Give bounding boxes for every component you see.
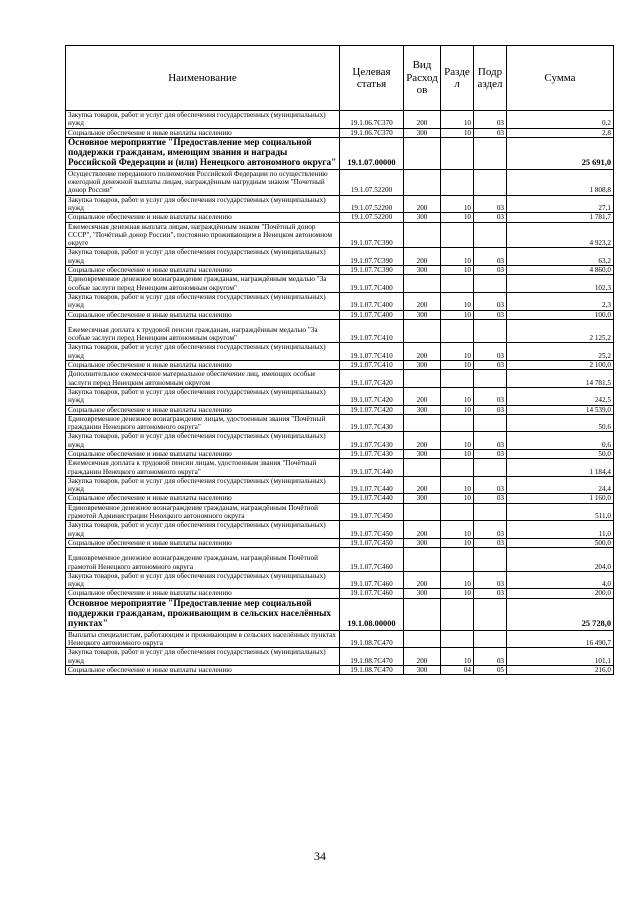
row-subsection bbox=[474, 503, 507, 521]
row-section bbox=[441, 630, 474, 648]
row-expense-type: 300 bbox=[404, 405, 441, 414]
row-section: 10 bbox=[441, 538, 474, 547]
row-section bbox=[441, 598, 474, 630]
row-subsection: 03 bbox=[474, 538, 507, 547]
row-target-article: 19.1.06.7С370 bbox=[340, 128, 404, 137]
row-expense-type bbox=[404, 503, 441, 521]
row-expense-type: 300 bbox=[404, 213, 441, 222]
row-expense-type: 300 bbox=[404, 266, 441, 275]
header-section: Разде л bbox=[441, 46, 474, 111]
row-section bbox=[441, 548, 474, 572]
row-target-article: 19.1.07.7С410 bbox=[340, 343, 404, 361]
row-sum: 2,8 bbox=[507, 128, 614, 137]
table-row bbox=[66, 343, 614, 361]
table-row bbox=[66, 370, 614, 388]
row-sum: 4 860,0 bbox=[507, 266, 614, 275]
row-target-article: 19.1.07.7С430 bbox=[340, 449, 404, 458]
row-target-article: 19.1.07.7С460 bbox=[340, 571, 404, 589]
row-subsection: 03 bbox=[474, 310, 507, 319]
row-sum: 2 100,0 bbox=[507, 361, 614, 370]
row-sum: 24,4 bbox=[507, 476, 614, 494]
row-name: Социальное обеспечение и иные выплаты населению bbox=[66, 405, 340, 414]
row-name: Дополнительное ежемесячное материальное обеспечение лиц, имеющих особые заслуги перед Ненецким автономным округом bbox=[66, 370, 340, 388]
table-row bbox=[66, 111, 614, 129]
row-name: Основное мероприятие "Предоставление мер социальной поддержки гражданам, имеющим звания и награды Российской Федерации и (или) Ненецкого автономного округа" bbox=[66, 137, 340, 169]
row-target-article: 19.1.06.7С370 bbox=[340, 111, 404, 129]
row-subsection bbox=[474, 459, 507, 477]
budget-table bbox=[65, 45, 614, 675]
header-sum: Сумма bbox=[507, 46, 614, 111]
row-expense-type: 300 bbox=[404, 494, 441, 503]
table-row bbox=[66, 266, 614, 275]
row-subsection: 05 bbox=[474, 665, 507, 674]
table-row bbox=[66, 503, 614, 521]
row-subsection: 03 bbox=[474, 476, 507, 494]
row-sum: 25 728,0 bbox=[507, 598, 614, 630]
row-expense-type: 200 bbox=[404, 387, 441, 405]
table-row bbox=[66, 598, 614, 630]
row-section: 10 bbox=[441, 266, 474, 275]
row-section: 10 bbox=[441, 521, 474, 539]
row-sum: 14 539,0 bbox=[507, 405, 614, 414]
row-target-article: 19.1.07.7С450 bbox=[340, 521, 404, 539]
row-section: 10 bbox=[441, 405, 474, 414]
row-sum: 102,3 bbox=[507, 275, 614, 293]
row-subsection bbox=[474, 169, 507, 195]
table-row bbox=[66, 275, 614, 293]
row-subsection: 03 bbox=[474, 213, 507, 222]
table-row bbox=[66, 538, 614, 547]
row-name: Закупка товаров, работ и услуг для обеспечения государственных (муниципальных) нужд bbox=[66, 111, 340, 129]
row-section bbox=[441, 503, 474, 521]
row-target-article: 19.1.07.7С460 bbox=[340, 589, 404, 598]
row-target-article: 19.1.07.7С450 bbox=[340, 503, 404, 521]
row-target-article: 19.1.07.7С460 bbox=[340, 548, 404, 572]
row-name: Осуществление переданного полномочия Российской Федерации по осуществлению ежегодной денежной выплаты лицам, награждённым нагрудным знаком "Почетный донор России" bbox=[66, 169, 340, 195]
row-section: 10 bbox=[441, 571, 474, 589]
row-subsection: 03 bbox=[474, 248, 507, 266]
row-subsection bbox=[474, 319, 507, 343]
row-sum: 2 125,2 bbox=[507, 319, 614, 343]
row-expense-type bbox=[404, 414, 441, 432]
table-row bbox=[66, 137, 614, 169]
row-sum: 204,0 bbox=[507, 548, 614, 572]
row-subsection: 03 bbox=[474, 361, 507, 370]
row-subsection: 03 bbox=[474, 432, 507, 450]
row-section bbox=[441, 414, 474, 432]
row-name: Закупка товаров, работ и услуг для обеспечения государственных (муниципальных) нужд bbox=[66, 387, 340, 405]
row-target-article: 19.1.07.7С390 bbox=[340, 248, 404, 266]
row-name: Закупка товаров, работ и услуг для обеспечения государственных (муниципальных) нужд bbox=[66, 521, 340, 539]
table-row bbox=[66, 292, 614, 310]
row-expense-type: 300 bbox=[404, 665, 441, 674]
row-subsection: 03 bbox=[474, 128, 507, 137]
table-row bbox=[66, 222, 614, 248]
row-name: Закупка товаров, работ и услуг для обеспечения государственных (муниципальных) нужд bbox=[66, 648, 340, 666]
row-target-article: 19.1.07.7С390 bbox=[340, 266, 404, 275]
row-target-article: 19.1.07.7С390 bbox=[340, 222, 404, 248]
row-name: Социальное обеспечение и иные выплаты населению bbox=[66, 310, 340, 319]
row-target-article: 19.1.08.7С470 bbox=[340, 648, 404, 666]
table-row bbox=[66, 494, 614, 503]
table-row bbox=[66, 449, 614, 458]
row-name: Социальное обеспечение и иные выплаты населению bbox=[66, 128, 340, 137]
table-body bbox=[66, 111, 614, 675]
row-subsection bbox=[474, 137, 507, 169]
row-section: 10 bbox=[441, 387, 474, 405]
row-section bbox=[441, 137, 474, 169]
page-number: 34 bbox=[314, 849, 326, 863]
row-name: Социальное обеспечение и иные выплаты населению bbox=[66, 494, 340, 503]
table-row bbox=[66, 459, 614, 477]
row-subsection: 03 bbox=[474, 589, 507, 598]
table-row bbox=[66, 128, 614, 137]
row-section: 10 bbox=[441, 494, 474, 503]
row-target-article: 19.1.07.52200 bbox=[340, 213, 404, 222]
row-sum: 2,3 bbox=[507, 292, 614, 310]
row-name: Ежемесячная денежная выплата лицам, награждённым знаком "Почётный донор СССР", "Почётный донор России", постоянно проживающим в Ненецком автономном округе bbox=[66, 222, 340, 248]
header-subsection: Подр аздел bbox=[474, 46, 507, 111]
row-name: Закупка товаров, работ и услуг для обеспечения государственных (муниципальных) нужд bbox=[66, 432, 340, 450]
row-name: Закупка товаров, работ и услуг для обеспечения государственных (муниципальных) нужд bbox=[66, 343, 340, 361]
table-row bbox=[66, 387, 614, 405]
row-expense-type: 300 bbox=[404, 449, 441, 458]
row-subsection: 03 bbox=[474, 292, 507, 310]
row-name: Социальное обеспечение и иные выплаты населению bbox=[66, 538, 340, 547]
row-expense-type: 200 bbox=[404, 195, 441, 213]
row-expense-type bbox=[404, 169, 441, 195]
table-row bbox=[66, 432, 614, 450]
row-sum: 50,6 bbox=[507, 414, 614, 432]
row-name: Единовременное денежное вознаграждение лицам, удостоенным звания "Почётный гражданин Ненецкого автономного округа" bbox=[66, 414, 340, 432]
row-expense-type: 200 bbox=[404, 343, 441, 361]
row-subsection bbox=[474, 598, 507, 630]
row-target-article: 19.1.07.7С420 bbox=[340, 405, 404, 414]
row-expense-type bbox=[404, 222, 441, 248]
row-sum: 500,0 bbox=[507, 538, 614, 547]
row-subsection: 03 bbox=[474, 521, 507, 539]
row-section bbox=[441, 319, 474, 343]
row-sum: 1 781,7 bbox=[507, 213, 614, 222]
row-expense-type: 200 bbox=[404, 571, 441, 589]
row-sum: 101,1 bbox=[507, 648, 614, 666]
row-expense-type bbox=[404, 598, 441, 630]
row-subsection: 03 bbox=[474, 571, 507, 589]
row-sum: 4 923,2 bbox=[507, 222, 614, 248]
table-row bbox=[66, 571, 614, 589]
row-sum: 50,0 bbox=[507, 449, 614, 458]
row-expense-type: 300 bbox=[404, 361, 441, 370]
row-sum: 1 184,4 bbox=[507, 459, 614, 477]
row-section: 10 bbox=[441, 343, 474, 361]
row-expense-type: 200 bbox=[404, 292, 441, 310]
row-target-article: 19.1.07.7С440 bbox=[340, 459, 404, 477]
table-row bbox=[66, 414, 614, 432]
row-expense-type bbox=[404, 370, 441, 388]
row-target-article: 19.1.07.7С420 bbox=[340, 387, 404, 405]
row-sum: 0,2 bbox=[507, 111, 614, 129]
header-expense-type: Вид Расход ов bbox=[404, 46, 441, 111]
row-subsection: 03 bbox=[474, 387, 507, 405]
row-section: 10 bbox=[441, 292, 474, 310]
row-subsection: 03 bbox=[474, 195, 507, 213]
row-subsection: 03 bbox=[474, 494, 507, 503]
row-sum: 4,0 bbox=[507, 571, 614, 589]
row-name: Закупка товаров, работ и услуг для обеспечения государственных (муниципальных) нужд bbox=[66, 195, 340, 213]
budget-table-sheet bbox=[65, 45, 613, 675]
table-row bbox=[66, 195, 614, 213]
row-sum: 27,1 bbox=[507, 195, 614, 213]
row-sum: 100,0 bbox=[507, 310, 614, 319]
row-target-article: 19.1.07.7С400 bbox=[340, 292, 404, 310]
row-name: Закупка товаров, работ и услуг для обеспечения государственных (муниципальных) нужд bbox=[66, 248, 340, 266]
row-name: Закупка товаров, работ и услуг для обеспечения государственных (муниципальных) нужд bbox=[66, 571, 340, 589]
table-row bbox=[66, 665, 614, 674]
row-expense-type: 200 bbox=[404, 648, 441, 666]
table-row bbox=[66, 521, 614, 539]
row-expense-type: 200 bbox=[404, 248, 441, 266]
row-target-article: 19.1.07.7С420 bbox=[340, 370, 404, 388]
row-section: 10 bbox=[441, 213, 474, 222]
row-name: Социальное обеспечение и иные выплаты населению bbox=[66, 213, 340, 222]
row-section: 10 bbox=[441, 648, 474, 666]
row-name: Единовременное денежное вознаграждение гражданам, награждённым медалью "За особые заслуги перед Ненецким автономным округом" bbox=[66, 275, 340, 293]
row-subsection: 03 bbox=[474, 343, 507, 361]
row-section bbox=[441, 222, 474, 248]
table-row bbox=[66, 589, 614, 598]
row-subsection: 03 bbox=[474, 648, 507, 666]
row-subsection bbox=[474, 370, 507, 388]
row-expense-type bbox=[404, 137, 441, 169]
row-name: Закупка товаров, работ и услуг для обеспечения государственных (муниципальных) нужд bbox=[66, 292, 340, 310]
row-sum: 1 808,8 bbox=[507, 169, 614, 195]
row-expense-type: 200 bbox=[404, 432, 441, 450]
row-expense-type: 300 bbox=[404, 128, 441, 137]
table-row bbox=[66, 169, 614, 195]
row-sum: 216,0 bbox=[507, 665, 614, 674]
row-sum: 0,6 bbox=[507, 432, 614, 450]
table-row bbox=[66, 310, 614, 319]
row-section: 10 bbox=[441, 111, 474, 129]
row-section bbox=[441, 275, 474, 293]
row-target-article: 19.1.08.00000 bbox=[340, 598, 404, 630]
row-name: Социальное обеспечение и иные выплаты населению bbox=[66, 266, 340, 275]
row-name: Ежемесячная доплата к трудовой пенсии лицам, удостоенным звания "Почётный гражданин Ненецкого автономного округа" bbox=[66, 459, 340, 477]
row-section: 10 bbox=[441, 432, 474, 450]
row-target-article: 19.1.08.7С470 bbox=[340, 665, 404, 674]
row-target-article: 19.1.07.7С400 bbox=[340, 310, 404, 319]
table-row bbox=[66, 361, 614, 370]
row-name: Ежемесячная доплата к трудовой пенсии гражданам, награждённым медалью "За особые заслуги перед Ненецким автономным округом" bbox=[66, 319, 340, 343]
table-row bbox=[66, 648, 614, 666]
row-section bbox=[441, 459, 474, 477]
row-subsection: 03 bbox=[474, 266, 507, 275]
row-target-article: 19.1.07.7С410 bbox=[340, 361, 404, 370]
row-name: Социальное обеспечение и иные выплаты населению bbox=[66, 361, 340, 370]
header-target-article: Целевая статья bbox=[340, 46, 404, 111]
row-section: 10 bbox=[441, 310, 474, 319]
row-target-article: 19.1.07.7С440 bbox=[340, 476, 404, 494]
table-row bbox=[66, 248, 614, 266]
row-expense-type: 200 bbox=[404, 521, 441, 539]
row-section: 10 bbox=[441, 128, 474, 137]
row-sum: 16 490,7 bbox=[507, 630, 614, 648]
row-section: 10 bbox=[441, 248, 474, 266]
row-name: Единовременное денежное вознаграждение гражданам, награждённым Почётной грамотой Ненецкого автономного округа bbox=[66, 548, 340, 572]
row-expense-type: 300 bbox=[404, 589, 441, 598]
row-name: Социальное обеспечение и иные выплаты населению bbox=[66, 449, 340, 458]
row-subsection bbox=[474, 414, 507, 432]
row-target-article: 19.1.07.7С410 bbox=[340, 319, 404, 343]
row-subsection bbox=[474, 222, 507, 248]
row-subsection bbox=[474, 630, 507, 648]
row-name: Закупка товаров, работ и услуг для обеспечения государственных (муниципальных) нужд bbox=[66, 476, 340, 494]
row-sum: 63,2 bbox=[507, 248, 614, 266]
row-expense-type: 200 bbox=[404, 111, 441, 129]
row-name: Выплаты специалистам, работающим и проживающим в сельских населённых пунктах Ненецкого автономного округа bbox=[66, 630, 340, 648]
row-sum: 14 781,5 bbox=[507, 370, 614, 388]
row-expense-type: 200 bbox=[404, 476, 441, 494]
row-sum: 25 691,0 bbox=[507, 137, 614, 169]
row-sum: 511,0 bbox=[507, 503, 614, 521]
row-sum: 200,0 bbox=[507, 589, 614, 598]
row-name: Социальное обеспечение и иные выплаты населению bbox=[66, 665, 340, 674]
row-sum: 1 160,0 bbox=[507, 494, 614, 503]
table-row bbox=[66, 213, 614, 222]
row-target-article: 19.1.07.7С430 bbox=[340, 414, 404, 432]
table-row bbox=[66, 476, 614, 494]
row-target-article: 19.1.07.7С440 bbox=[340, 494, 404, 503]
row-section: 10 bbox=[441, 361, 474, 370]
row-expense-type bbox=[404, 275, 441, 293]
row-expense-type bbox=[404, 630, 441, 648]
row-section: 10 bbox=[441, 589, 474, 598]
table-row bbox=[66, 405, 614, 414]
row-expense-type bbox=[404, 459, 441, 477]
row-subsection: 03 bbox=[474, 449, 507, 458]
row-name: Единовременное денежное вознаграждение гражданам, награждённым Почётной грамотой Администрации Ненецкого автономного округа bbox=[66, 503, 340, 521]
header-name: Наименование bbox=[66, 46, 340, 111]
table-row bbox=[66, 319, 614, 343]
row-section: 04 bbox=[441, 665, 474, 674]
row-expense-type bbox=[404, 548, 441, 572]
row-target-article: 19.1.07.00000 bbox=[340, 137, 404, 169]
row-sum: 11,0 bbox=[507, 521, 614, 539]
row-name: Основное мероприятие "Предоставление мер социальной поддержки гражданам, проживающим в сельских населённых пунктах" bbox=[66, 598, 340, 630]
row-subsection bbox=[474, 548, 507, 572]
row-expense-type: 300 bbox=[404, 310, 441, 319]
table-header-row bbox=[66, 46, 614, 111]
row-subsection: 03 bbox=[474, 111, 507, 129]
row-section: 10 bbox=[441, 476, 474, 494]
row-section bbox=[441, 370, 474, 388]
row-subsection bbox=[474, 275, 507, 293]
row-target-article: 19.1.07.7С450 bbox=[340, 538, 404, 547]
row-sum: 242,5 bbox=[507, 387, 614, 405]
table-row bbox=[66, 548, 614, 572]
row-target-article: 19.1.07.52200 bbox=[340, 195, 404, 213]
row-target-article: 19.1.07.7С430 bbox=[340, 432, 404, 450]
row-section: 10 bbox=[441, 195, 474, 213]
row-target-article: 19.1.07.7С400 bbox=[340, 275, 404, 293]
row-section: 10 bbox=[441, 449, 474, 458]
row-expense-type bbox=[404, 319, 441, 343]
row-expense-type: 300 bbox=[404, 538, 441, 547]
table-row bbox=[66, 630, 614, 648]
row-target-article: 19.1.07.52200 bbox=[340, 169, 404, 195]
row-subsection: 03 bbox=[474, 405, 507, 414]
row-sum: 25,2 bbox=[507, 343, 614, 361]
row-name: Социальное обеспечение и иные выплаты населению bbox=[66, 589, 340, 598]
row-target-article: 19.1.08.7С470 bbox=[340, 630, 404, 648]
row-section bbox=[441, 169, 474, 195]
